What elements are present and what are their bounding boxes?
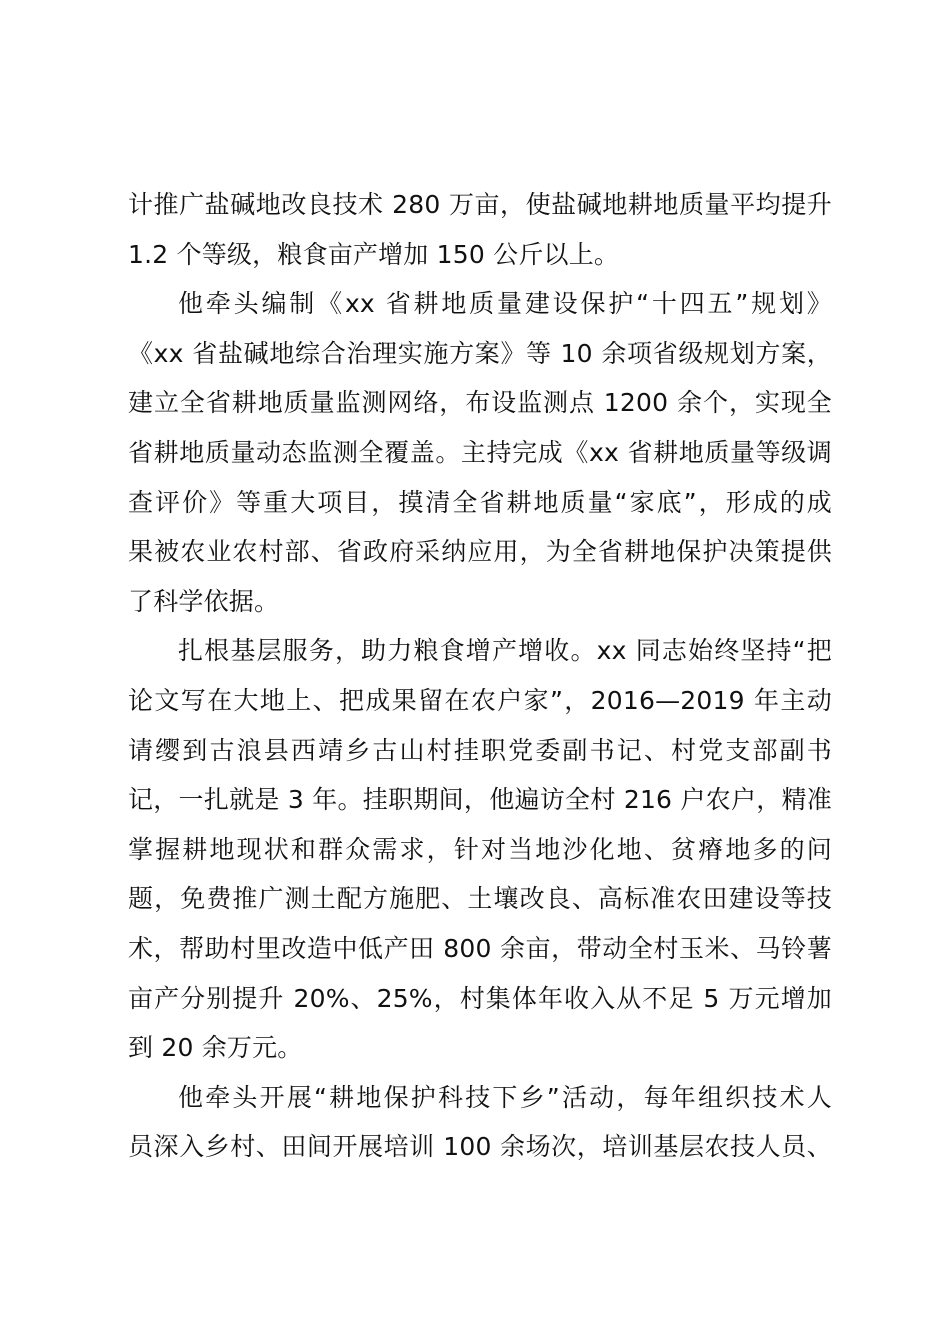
text-line: 《xx 省盐碱地综合治理实施方案》等 10 余项省级规划方案， <box>128 338 832 368</box>
text-line: 了科学依据。 <box>128 586 280 616</box>
text-line: 果被农业农村部、省政府采纳应用，为全省耕地保护决策提供 <box>128 537 832 567</box>
text-line: 题，免费推广测土配方施肥、土壤改良、高标准农田建设等技 <box>128 884 832 914</box>
text-line: 他牵头开展“耕地保护科技下乡”活动，每年组织技术人 <box>178 1082 832 1112</box>
text-line: 亩产分别提升 20%、25%，村集体年收入从不足 5 万元增加 <box>128 983 832 1013</box>
text-line: 查评价》等重大项目，摸清全省耕地质量“家底”，形成的成 <box>128 487 832 517</box>
text-line: 记，一扎就是 3 年。挂职期间，他遍访全村 216 户农户，精准 <box>128 785 832 815</box>
document-body <box>128 180 832 1172</box>
text-line: 术，帮助村里改造中低产田 800 余亩，带动全村玉米、马铃薯 <box>128 933 832 963</box>
text-line: 员深入乡村、田间开展培训 100 余场次，培训基层农技人员、 <box>128 1132 832 1162</box>
text-line: 掌握耕地现状和群众需求，针对当地沙化地、贫瘠地多的问 <box>128 834 832 864</box>
text-line: 计推广盐碱地改良技术 280 万亩，使盐碱地耕地质量平均提升 <box>128 190 832 219</box>
text-line: 建立全省耕地质量监测网络，布设监测点 1200 余个，实现全 <box>128 388 832 418</box>
text-line: 请缨到古浪县西靖乡古山村挂职党委副书记、村党支部副书 <box>128 735 832 765</box>
text-line: 论文写在大地上、把成果留在农户家”，2016—2019 年主动 <box>128 685 832 715</box>
text-line: 1.2 个等级，粮食亩产增加 150 公斤以上。 <box>128 239 620 269</box>
text-line: 省耕地质量动态监测全覆盖。主持完成《xx 省耕地质量等级调 <box>128 437 832 467</box>
text-line: 他牵头编制《xx 省耕地质量建设保护“十四五”规划》 <box>178 289 832 319</box>
text-line: 到 20 余万元。 <box>128 1033 303 1063</box>
text-line: 扎根基层服务，助力粮食增产增收。xx 同志始终坚持“把 <box>178 636 832 666</box>
